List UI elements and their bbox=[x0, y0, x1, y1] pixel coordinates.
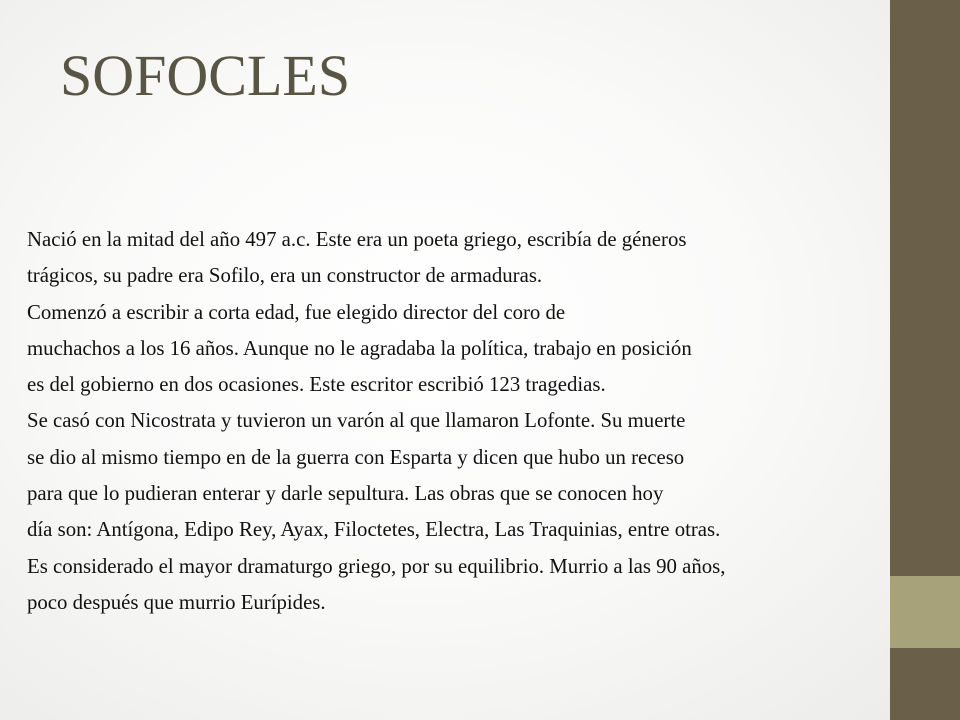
body-line: es del gobierno en dos ocasiones. Este escritor escribió 123 tragedias. bbox=[27, 373, 606, 397]
body-line: Nació en la mitad del año 497 a.c. Este era un poeta griego, escribía de géneros bbox=[27, 228, 687, 251]
body-line: se dio al mismo tiempo en de la guerra con Esparta y dicen que hubo un receso bbox=[27, 445, 685, 469]
body-line: poco después que murrio Eurípides. bbox=[27, 590, 326, 614]
sidebar-dark-bottom bbox=[890, 648, 960, 720]
body-line: Comenzó a escribir a corta edad, fue elegido director del coro de bbox=[27, 300, 566, 324]
slide-title: SOFOCLES bbox=[60, 43, 351, 108]
body-line: para que lo pudieran enterar y darle sepultura. Las obras que se conocen hoy bbox=[27, 482, 664, 506]
body-line: Se casó con Nicostrata y tuvieron un varón al que llamaron Lofonte. Su muerte bbox=[27, 409, 686, 433]
body-line: día son: Antígona, Edipo Rey, Ayax, Filoctetes, Electra, Las Traquinias, entre otras. bbox=[27, 518, 721, 542]
body-line: trágicos, su padre era Sofilo, era un constructor de armaduras. bbox=[27, 264, 543, 288]
body-line: Es considerado el mayor dramaturgo griego, por su equilibrio. Murrio a las 90 años, bbox=[27, 554, 726, 578]
sidebar-light-band bbox=[890, 576, 960, 648]
sidebar-dark-top bbox=[890, 0, 960, 576]
slide-body-text bbox=[27, 222, 882, 621]
body-line: muchachos a los 16 años. Aunque no le agradaba la política, trabajo en posición bbox=[27, 336, 692, 360]
